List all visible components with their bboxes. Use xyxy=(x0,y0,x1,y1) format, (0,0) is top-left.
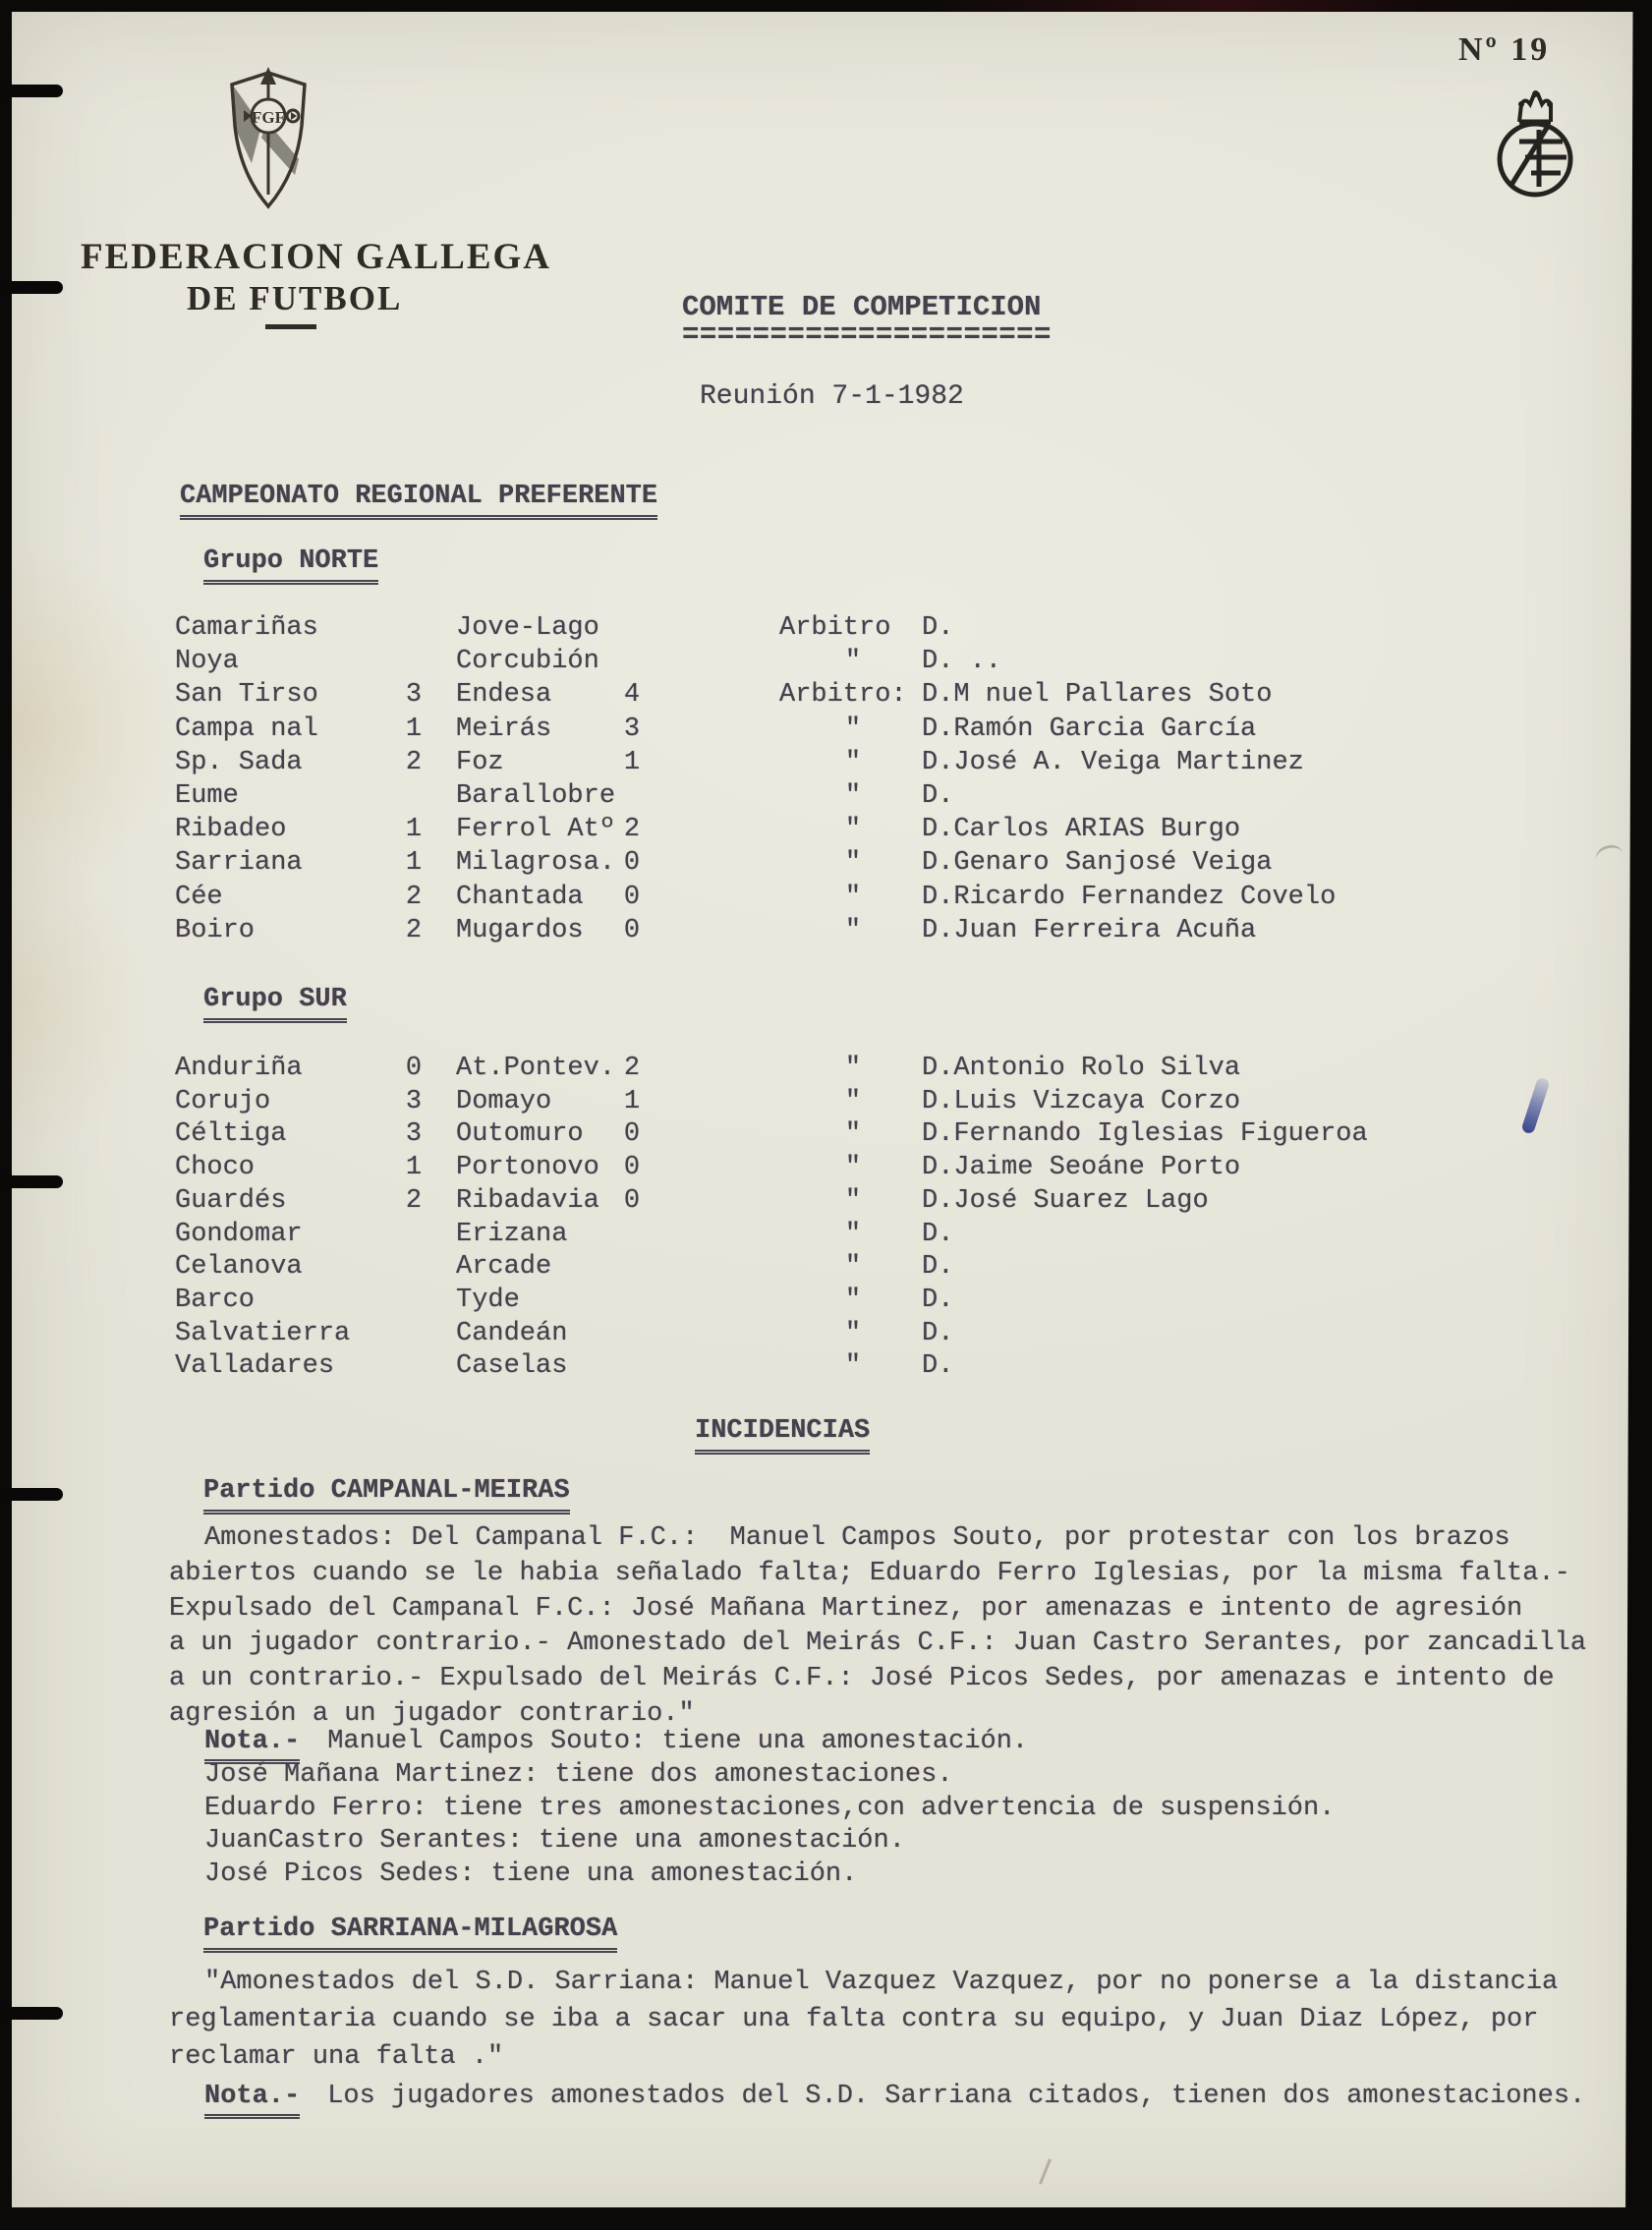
away-team: At.Pontev. xyxy=(456,1054,616,1083)
home-team: Sarriana xyxy=(175,848,303,878)
referee-label: " xyxy=(844,1252,862,1282)
committee-title: COMITE DE COMPETICION xyxy=(682,291,1042,323)
scan-border-left xyxy=(0,0,12,2230)
home-score: 1 xyxy=(405,815,423,844)
championship-title: CAMPEONATO REGIONAL PREFERENTE xyxy=(180,482,657,520)
referee-label: " xyxy=(844,1054,862,1083)
away-score: 0 xyxy=(623,1153,641,1182)
incident-section-title: Partido SARRIANA-MILAGROSA xyxy=(203,1915,617,1953)
referee-name: D. xyxy=(922,1286,954,1315)
incident-body-line: reglamentaria cuando se iba a sacar una falta contra su equipo, y Juan Diaz López, por xyxy=(169,2005,1539,2034)
referee-name: D.Genaro Sanjosé Veiga xyxy=(922,848,1273,878)
home-score: 2 xyxy=(405,748,423,777)
referee-name: D.Juan Ferreira Acuña xyxy=(922,916,1257,945)
away-team: Erizana xyxy=(456,1220,568,1249)
home-score: 3 xyxy=(405,680,423,710)
away-team: Jove-Lago xyxy=(456,613,599,643)
referee-name: D. xyxy=(922,1319,954,1348)
home-team: Ribadeo xyxy=(175,815,287,844)
referee-label: Arbitro xyxy=(779,613,891,643)
referee-name: D. xyxy=(922,781,954,811)
nota-label: Nota.- xyxy=(204,1727,300,1764)
away-team: Meirás xyxy=(456,715,552,744)
home-team: Boiro xyxy=(175,916,256,945)
binding-mark xyxy=(0,85,63,97)
blue-pen-mark xyxy=(1520,1076,1550,1134)
away-team: Candeán xyxy=(456,1319,568,1348)
home-score: 1 xyxy=(405,848,423,878)
incident-body-line: "Amonestados del S.D. Sarriana: Manuel Vazquez Vazquez, por no ponerse a la distancia xyxy=(204,1968,1559,1997)
referee-name: D.José Suarez Lago xyxy=(922,1186,1209,1216)
referee-label: " xyxy=(844,781,862,811)
away-team: Barallobre xyxy=(456,781,616,811)
nota-line xyxy=(204,1727,1028,1757)
group-title: Grupo SUR xyxy=(203,985,347,1023)
incident-section-title: Partido CAMPANAL-MEIRAS xyxy=(203,1476,570,1515)
home-team: Cée xyxy=(175,883,223,912)
scan-border-top xyxy=(0,0,1652,12)
away-team: Caselas xyxy=(456,1351,568,1381)
away-team: Tyde xyxy=(456,1286,520,1315)
referee-name: D. xyxy=(922,1252,954,1282)
home-score: 2 xyxy=(405,916,423,945)
referee-name: D.Ramón Garcia García xyxy=(922,715,1257,744)
nota-extra-line: Eduardo Ferro: tiene tres amonestaciones,con advertencia de suspensión. xyxy=(204,1794,1336,1823)
page-number-label: Nº 19 xyxy=(1458,31,1551,68)
away-score: 1 xyxy=(623,1087,641,1116)
away-team: Chantada xyxy=(456,883,584,912)
home-score: 3 xyxy=(405,1119,423,1149)
group-title: Grupo NORTE xyxy=(203,546,378,585)
home-team: Eume xyxy=(175,781,239,811)
referee-label: " xyxy=(844,1186,862,1216)
home-team: Valladares xyxy=(175,1351,335,1381)
away-team: Ribadavia xyxy=(456,1186,599,1216)
federation-shield-icon xyxy=(222,65,314,214)
org-name-underline xyxy=(265,324,316,329)
incident-body-line: a un jugador contrario.- Amonestado del Meirás C.F.: Juan Castro Serantes, por zancadilla xyxy=(169,1629,1587,1658)
binding-mark xyxy=(0,1175,63,1188)
referee-name: D.Jaime Seoáne Porto xyxy=(922,1153,1241,1182)
royal-crest-icon xyxy=(1488,83,1582,208)
referee-name: D.Carlos ARIAS Burgo xyxy=(922,815,1241,844)
home-team: Corujo xyxy=(175,1087,271,1116)
home-team: Campa nal xyxy=(175,715,318,744)
referee-name: D. xyxy=(922,1351,954,1381)
pencil-mark xyxy=(1039,2158,1052,2184)
referee-name: D. xyxy=(922,1220,954,1249)
incident-body-line: Amonestados: Del Campanal F.C.: Manuel Campos Souto, por protestar con los brazos xyxy=(204,1523,1510,1553)
scan-border-right xyxy=(1625,0,1652,2230)
org-name-line2: DE FUTBOL xyxy=(187,279,403,317)
away-team: Endesa xyxy=(456,680,552,710)
away-score: 0 xyxy=(623,1119,641,1149)
away-team: Milagrosa. xyxy=(456,848,616,878)
away-team: Domayo xyxy=(456,1087,552,1116)
incident-body-line: Expulsado del Campanal F.C.: José Mañana Martinez, por amenazas e intento de agresión xyxy=(169,1594,1523,1624)
home-score: 2 xyxy=(405,1186,423,1216)
home-team: Anduriña xyxy=(175,1054,303,1083)
binding-mark xyxy=(0,1488,63,1501)
home-score: 1 xyxy=(405,715,423,744)
away-score: 0 xyxy=(623,1186,641,1216)
referee-name: D.M nuel Pallares Soto xyxy=(922,680,1273,710)
nota-extra-line: JuanCastro Serantes: tiene una amonestación. xyxy=(204,1826,905,1856)
referee-label: " xyxy=(844,1220,862,1249)
home-team: Gondomar xyxy=(175,1220,303,1249)
referee-label: " xyxy=(844,848,862,878)
away-team: Ferrol Atº xyxy=(456,815,616,844)
away-score: 0 xyxy=(623,883,641,912)
away-team: Corcubión xyxy=(456,647,599,676)
home-score: 3 xyxy=(405,1087,423,1116)
away-team: Outomuro xyxy=(456,1119,584,1149)
referee-name: D.Luis Vizcaya Corzo xyxy=(922,1087,1241,1116)
incident-body-line: a un contrario.- Expulsado del Meirás C.F.: José Picos Sedes, por amenazas e intento de xyxy=(169,1664,1555,1693)
away-score: 2 xyxy=(623,1054,641,1083)
away-team: Foz xyxy=(456,748,504,777)
nota-line xyxy=(204,2082,1585,2112)
referee-label: " xyxy=(844,1153,862,1182)
home-team: Guardés xyxy=(175,1186,287,1216)
referee-name: D.Antonio Rolo Silva xyxy=(922,1054,1241,1083)
scan-border-bottom xyxy=(0,2207,1652,2230)
binding-mark xyxy=(0,281,63,294)
nota-extra-line: José Picos Sedes: tiene una amonestación. xyxy=(204,1859,858,1889)
pencil-mark xyxy=(1594,842,1626,871)
home-team: Noya xyxy=(175,647,239,676)
incident-body-line: agresión a un jugador contrario." xyxy=(169,1699,695,1729)
home-team: Barco xyxy=(175,1286,256,1315)
home-score: 0 xyxy=(405,1054,423,1083)
referee-label: " xyxy=(844,916,862,945)
away-team: Portonovo xyxy=(456,1153,599,1182)
referee-name: D.Ricardo Fernandez Covelo xyxy=(922,883,1337,912)
nota-text: Manuel Campos Souto: tiene una amonestación. xyxy=(327,1727,1029,1756)
home-team: Camariñas xyxy=(175,613,318,643)
nota-text: Los jugadores amonestados del S.D. Sarriana citados, tienen dos amonestaciones. xyxy=(327,2082,1586,2111)
svg-text:FGF: FGF xyxy=(252,108,285,127)
away-score: 4 xyxy=(623,680,641,710)
home-team: Celanova xyxy=(175,1252,303,1282)
referee-name: D.José A. Veiga Martinez xyxy=(922,748,1304,777)
referee-label: " xyxy=(844,715,862,744)
home-score: 2 xyxy=(405,883,423,912)
incident-body-line: abiertos cuando se le habia señalado falta; Eduardo Ferro Iglesias, por la misma falta.- xyxy=(169,1559,1570,1588)
referee-name: D. .. xyxy=(922,647,1002,676)
referee-label: " xyxy=(844,883,862,912)
away-score: 2 xyxy=(623,815,641,844)
away-team: Mugardos xyxy=(456,916,584,945)
committee-title-underline: ===================== xyxy=(682,318,1052,351)
nota-extra-line: José Mañana Martinez: tiene dos amonestaciones. xyxy=(204,1760,953,1790)
home-team: Sp. Sada xyxy=(175,748,303,777)
binding-mark xyxy=(0,2007,63,2020)
referee-name: D. xyxy=(922,613,954,643)
away-score: 3 xyxy=(623,715,641,744)
incident-body-line: reclamar una falta ." xyxy=(169,2042,504,2072)
away-score: 1 xyxy=(623,748,641,777)
referee-label: Arbitro: xyxy=(779,680,907,710)
referee-label: " xyxy=(844,748,862,777)
incidents-title: INCIDENCIAS xyxy=(695,1416,870,1455)
referee-label: " xyxy=(844,647,862,676)
referee-label: " xyxy=(844,1087,862,1116)
away-score: 0 xyxy=(623,916,641,945)
referee-label: " xyxy=(844,1286,862,1315)
home-team: Salvatierra xyxy=(175,1319,351,1348)
referee-label: " xyxy=(844,1319,862,1348)
away-team: Arcade xyxy=(456,1252,552,1282)
home-score: 1 xyxy=(405,1153,423,1182)
home-team: Choco xyxy=(175,1153,256,1182)
referee-name: D.Fernando Iglesias Figueroa xyxy=(922,1119,1368,1149)
referee-label: " xyxy=(844,1351,862,1381)
nota-label: Nota.- xyxy=(204,2082,300,2119)
home-team: San Tirso xyxy=(175,680,318,710)
home-team: Céltiga xyxy=(175,1119,287,1149)
referee-label: " xyxy=(844,815,862,844)
org-name-line1: FEDERACION GALLEGA xyxy=(81,237,552,277)
referee-label: " xyxy=(844,1119,862,1149)
meeting-date: Reunión 7-1-1982 xyxy=(700,381,964,412)
away-score: 0 xyxy=(623,848,641,878)
